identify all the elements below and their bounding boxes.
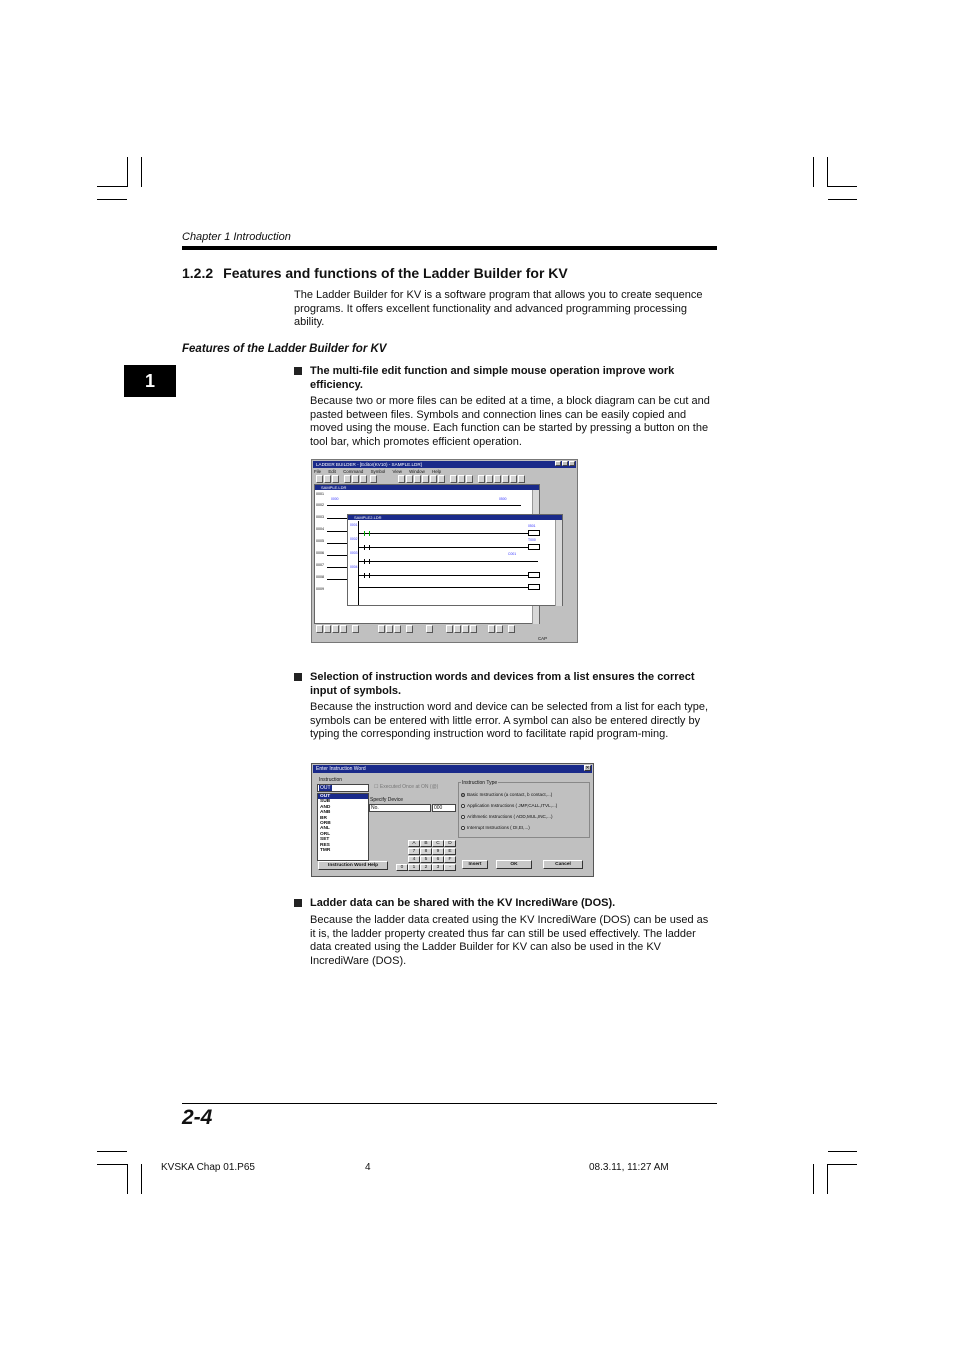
contact — [364, 573, 370, 578]
list-item[interactable]: OUT — [318, 794, 368, 799]
line-number: 0003 — [316, 515, 324, 519]
line-number: 0006 — [316, 551, 324, 555]
keypad-key[interactable]: 9 — [432, 848, 444, 855]
bottom-toolbar — [314, 625, 575, 634]
tool-icon — [430, 475, 437, 483]
keypad-key[interactable]: 1 — [408, 864, 420, 871]
contact — [364, 545, 370, 550]
open-file-icon — [324, 475, 331, 483]
tool-icon — [394, 625, 401, 633]
tool-icon — [488, 625, 495, 633]
slug-page: 4 — [365, 1162, 371, 1173]
arrow-left-icon — [478, 475, 485, 483]
tool-icon — [398, 475, 405, 483]
bullet-square-icon — [294, 367, 302, 375]
keypad-key[interactable]: D — [444, 840, 456, 847]
keypad-key[interactable]: C — [432, 840, 444, 847]
radio-interrupt[interactable] — [461, 825, 530, 830]
radio-label: Basic Instructions (a contact, b contact,...) — [467, 792, 553, 797]
keypad-key[interactable]: B — [420, 840, 432, 847]
menu-item: Help — [432, 469, 442, 474]
pane-title: SAMPLE.LDR — [315, 485, 539, 490]
keypad-key[interactable]: 6 — [432, 856, 444, 863]
device-label: C001 — [508, 552, 517, 556]
keypad-key[interactable]: 4 — [408, 856, 420, 863]
device-label: Specify Device — [370, 797, 404, 803]
instruction-combo[interactable] — [317, 784, 369, 792]
paste-icon — [360, 475, 367, 483]
device-label: 0001 — [350, 523, 358, 527]
list-item[interactable]: SUB — [320, 799, 331, 805]
feature-heading: Selection of instruction words and devices from a list ensures the correct input of symbols. — [294, 671, 719, 698]
print-icon — [370, 475, 377, 483]
list-item[interactable]: RES — [320, 842, 330, 848]
slug-file-name: KVSKA Chap 01.P65 — [161, 1162, 255, 1173]
close-icon[interactable]: ✕ — [585, 765, 590, 771]
tool-icon — [466, 475, 473, 483]
tool-icon — [450, 475, 457, 483]
menu-item: Window — [409, 469, 425, 474]
crop-mark — [827, 157, 828, 187]
menu-item: Command — [343, 469, 364, 474]
status-text: CAP — [538, 636, 548, 641]
selected-contact — [364, 531, 370, 536]
keypad-key[interactable]: 8 — [420, 848, 432, 855]
line-number: 0007 — [316, 563, 324, 567]
list-item[interactable]: BR — [320, 815, 327, 821]
crop-mark — [813, 157, 814, 187]
crop-mark — [97, 186, 127, 187]
radio-icon — [461, 815, 465, 819]
radio-basic[interactable] — [461, 792, 552, 797]
maximize-icon — [562, 461, 568, 466]
radio-label: Arithmetic Instructions ( ADD,MUL,INC,...) — [467, 814, 553, 819]
crop-mark — [141, 1164, 142, 1194]
tool-icon — [332, 625, 339, 633]
ladder-rung — [327, 567, 347, 568]
crop-mark — [827, 1164, 828, 1194]
arrow-up-icon — [494, 475, 501, 483]
crop-mark — [97, 1164, 127, 1165]
ladder-rung — [327, 505, 521, 506]
ok-button[interactable]: OK — [496, 860, 532, 869]
ladder-rung — [358, 587, 538, 588]
feature-heading: Ladder data can be shared with the KV IncrediWare (DOS). — [294, 897, 719, 911]
tool-icon — [438, 475, 445, 483]
ladder-rung — [327, 579, 347, 580]
cut-icon — [344, 475, 351, 483]
keypad-key[interactable]: 2 — [420, 864, 432, 871]
keypad-key[interactable]: 7 — [408, 848, 420, 855]
arrow-down-icon — [502, 475, 509, 483]
footer-rule — [182, 1103, 717, 1104]
checkbox-once[interactable]: ☐ Executed Once at ON (@) — [374, 784, 439, 790]
save-icon — [332, 475, 339, 483]
minimize-icon — [555, 461, 561, 466]
tool-icon — [496, 625, 503, 633]
line-number: 0005 — [316, 539, 324, 543]
intro-paragraph: The Ladder Builder for KV is a software program that allows you to create sequence programs. It offers excellent functionality and advanced programming processing ability. — [294, 289, 703, 329]
keypad-key[interactable]: - — [444, 864, 456, 871]
section-title-text: Features and functions of the Ladder Builder for KV — [223, 265, 568, 281]
crop-mark — [813, 1164, 814, 1194]
tool-icon — [386, 625, 393, 633]
device-label: 0002 — [350, 537, 358, 541]
chapter-label: Chapter 1 Introduction — [182, 231, 291, 243]
dialog-title: Enter Instruction Word — [313, 765, 592, 773]
list-item[interactable]: TMR — [320, 848, 331, 854]
slug-timestamp: 08.3.11, 11:27 AM — [589, 1162, 669, 1173]
crop-mark — [127, 157, 128, 187]
menu-item: Edit — [328, 469, 336, 474]
radio-selected-icon — [461, 793, 465, 797]
radio-arithmetic[interactable] — [461, 814, 553, 819]
output-coil — [528, 584, 540, 590]
tool-icon — [510, 475, 517, 483]
ladder-rung — [358, 533, 538, 534]
tool-icon — [470, 625, 477, 633]
output-coil — [528, 530, 540, 536]
ladder-rung — [327, 518, 347, 519]
status-bar — [314, 635, 575, 642]
contact — [364, 559, 370, 564]
list-item[interactable]: SET — [320, 837, 330, 843]
window-title: LADDER BUILDER - [Editor(KV10) - SAMPLE.LDR] — [313, 461, 576, 468]
header-rule — [182, 246, 717, 250]
checkbox-label: Executed Once at ON (@) — [379, 784, 439, 790]
keypad-key[interactable]: F — [444, 856, 456, 863]
keypad-key[interactable]: 0 — [396, 864, 408, 871]
toolbar — [314, 475, 575, 484]
tool-icon — [414, 475, 421, 483]
tool-icon — [406, 625, 413, 633]
tool-icon — [454, 625, 461, 633]
device-type-value: No. — [371, 805, 379, 811]
menu-item: Symbol — [370, 469, 386, 474]
keypad-key[interactable]: 3 — [432, 864, 444, 871]
front-editor-pane — [347, 514, 563, 606]
pane-title: SAMPLE2.LDR — [348, 515, 562, 520]
tool-icon — [352, 625, 359, 633]
crop-mark — [127, 1164, 128, 1194]
radio-icon — [461, 804, 465, 808]
tool-icon — [446, 625, 453, 633]
keypad-key[interactable]: 5 — [420, 856, 432, 863]
radio-icon — [461, 826, 465, 830]
section-number: 1.2.2 — [182, 265, 214, 281]
page-number: 2-4 — [182, 1106, 213, 1129]
tool-icon — [316, 625, 323, 633]
feature-body: Because two or more files can be edited at a time, a block diagram can be cut and pasted between files. Symbols and connection lines can be easily copied and moved using the mouse. Each function can be started by pressing a button on the tool bar, which promotes efficient operation. — [310, 395, 710, 448]
instruction-help-button[interactable]: Instruction Word Help — [318, 861, 388, 870]
ladder-rung — [358, 561, 538, 562]
instruction-label: Instruction — [319, 777, 343, 783]
tool-icon — [458, 475, 465, 483]
tool-icon — [422, 475, 429, 483]
menu-item: View — [392, 469, 402, 474]
ladder-builder-screenshot — [311, 459, 578, 643]
ladder-rung — [327, 543, 347, 544]
line-number: 0002 — [316, 503, 324, 507]
ladder-rung — [327, 531, 347, 532]
list-item[interactable]: AND — [320, 804, 331, 810]
device-type-select[interactable] — [369, 804, 431, 812]
radio-label: Application Instructions ( JMP,CALL,ITVL,...) — [467, 803, 558, 808]
tool-icon — [340, 625, 347, 633]
ladder-rung — [327, 555, 347, 556]
bullet-square-icon — [294, 673, 302, 681]
tool-icon — [406, 475, 413, 483]
radio-label: Interrupt Instructions ( DI,EI,...) — [467, 825, 530, 830]
output-coil — [528, 544, 540, 550]
device-label: T000 — [528, 538, 536, 542]
tool-icon — [462, 625, 469, 633]
arrow-right-icon — [486, 475, 493, 483]
feature-body: Because the instruction word and device can be selected from a list for each type, symbols can be entered with little error. A symbol can also be entered directly by typing the corresponding instruction word to facilitate rapid program-ming. — [310, 701, 709, 741]
line-number: 0008 — [316, 575, 324, 579]
chapter-tab: 1 — [124, 365, 176, 397]
tool-icon — [508, 625, 515, 633]
line-number: 0009 — [316, 587, 324, 591]
keypad-key[interactable]: A — [408, 840, 420, 847]
feature-body: Because the ladder data created using the KV IncrediWare (DOS) can be used as it is, the ladder property created thus far can still be used effectively. The ladder data created using the Ladder Builder for KV can also be used in the KV IncrediWare (DOS). — [310, 914, 709, 967]
crop-mark — [828, 1151, 857, 1152]
scrollbar — [555, 520, 562, 606]
list-item[interactable]: ANB — [320, 810, 331, 816]
crop-mark — [97, 1151, 127, 1152]
device-label: 0000 — [331, 497, 339, 501]
device-label: 0004 — [350, 565, 358, 569]
feature-heading: The multi-file edit function and simple mouse operation improve work efficiency. — [294, 365, 719, 392]
device-label: 0003 — [350, 551, 358, 555]
close-icon — [569, 461, 575, 466]
tool-icon — [518, 475, 525, 483]
list-item[interactable]: ANL — [320, 826, 330, 832]
line-number: 0004 — [316, 527, 324, 531]
keypad-key[interactable]: E — [444, 848, 456, 855]
ladder-rung — [358, 547, 538, 548]
ladder-rung — [358, 575, 538, 576]
instruction-list[interactable] — [317, 793, 369, 861]
instruction-value: OUT — [320, 785, 331, 791]
bullet-square-icon — [294, 899, 302, 907]
new-file-icon — [316, 475, 323, 483]
tool-icon — [378, 625, 385, 633]
device-number-input[interactable] — [432, 804, 456, 812]
line-number: 0001 — [316, 492, 324, 496]
radio-application[interactable] — [461, 803, 557, 808]
device-label: 0501 — [528, 524, 536, 528]
instruction-type-label: Instruction Type — [462, 780, 498, 786]
tool-icon — [324, 625, 331, 633]
tool-icon — [426, 625, 433, 633]
menu-item: File — [314, 469, 322, 474]
list-item[interactable]: ORB — [320, 821, 331, 827]
device-number-value: 000 — [434, 805, 443, 811]
copy-icon — [352, 475, 359, 483]
crop-mark — [828, 1164, 857, 1165]
output-coil — [528, 572, 540, 578]
enter-instruction-dialog — [311, 763, 594, 877]
features-subheading: Features of the Ladder Builder for KV — [182, 343, 387, 355]
device-label: 0500 — [499, 497, 507, 501]
crop-mark — [141, 157, 142, 187]
cancel-button[interactable]: Cancel — [543, 860, 583, 869]
list-item[interactable]: ORL — [320, 831, 331, 837]
crop-mark — [828, 186, 857, 187]
section-title — [182, 265, 568, 281]
crop-mark — [828, 199, 857, 200]
insert-button[interactable]: Insert — [462, 860, 488, 869]
crop-mark — [97, 199, 127, 200]
